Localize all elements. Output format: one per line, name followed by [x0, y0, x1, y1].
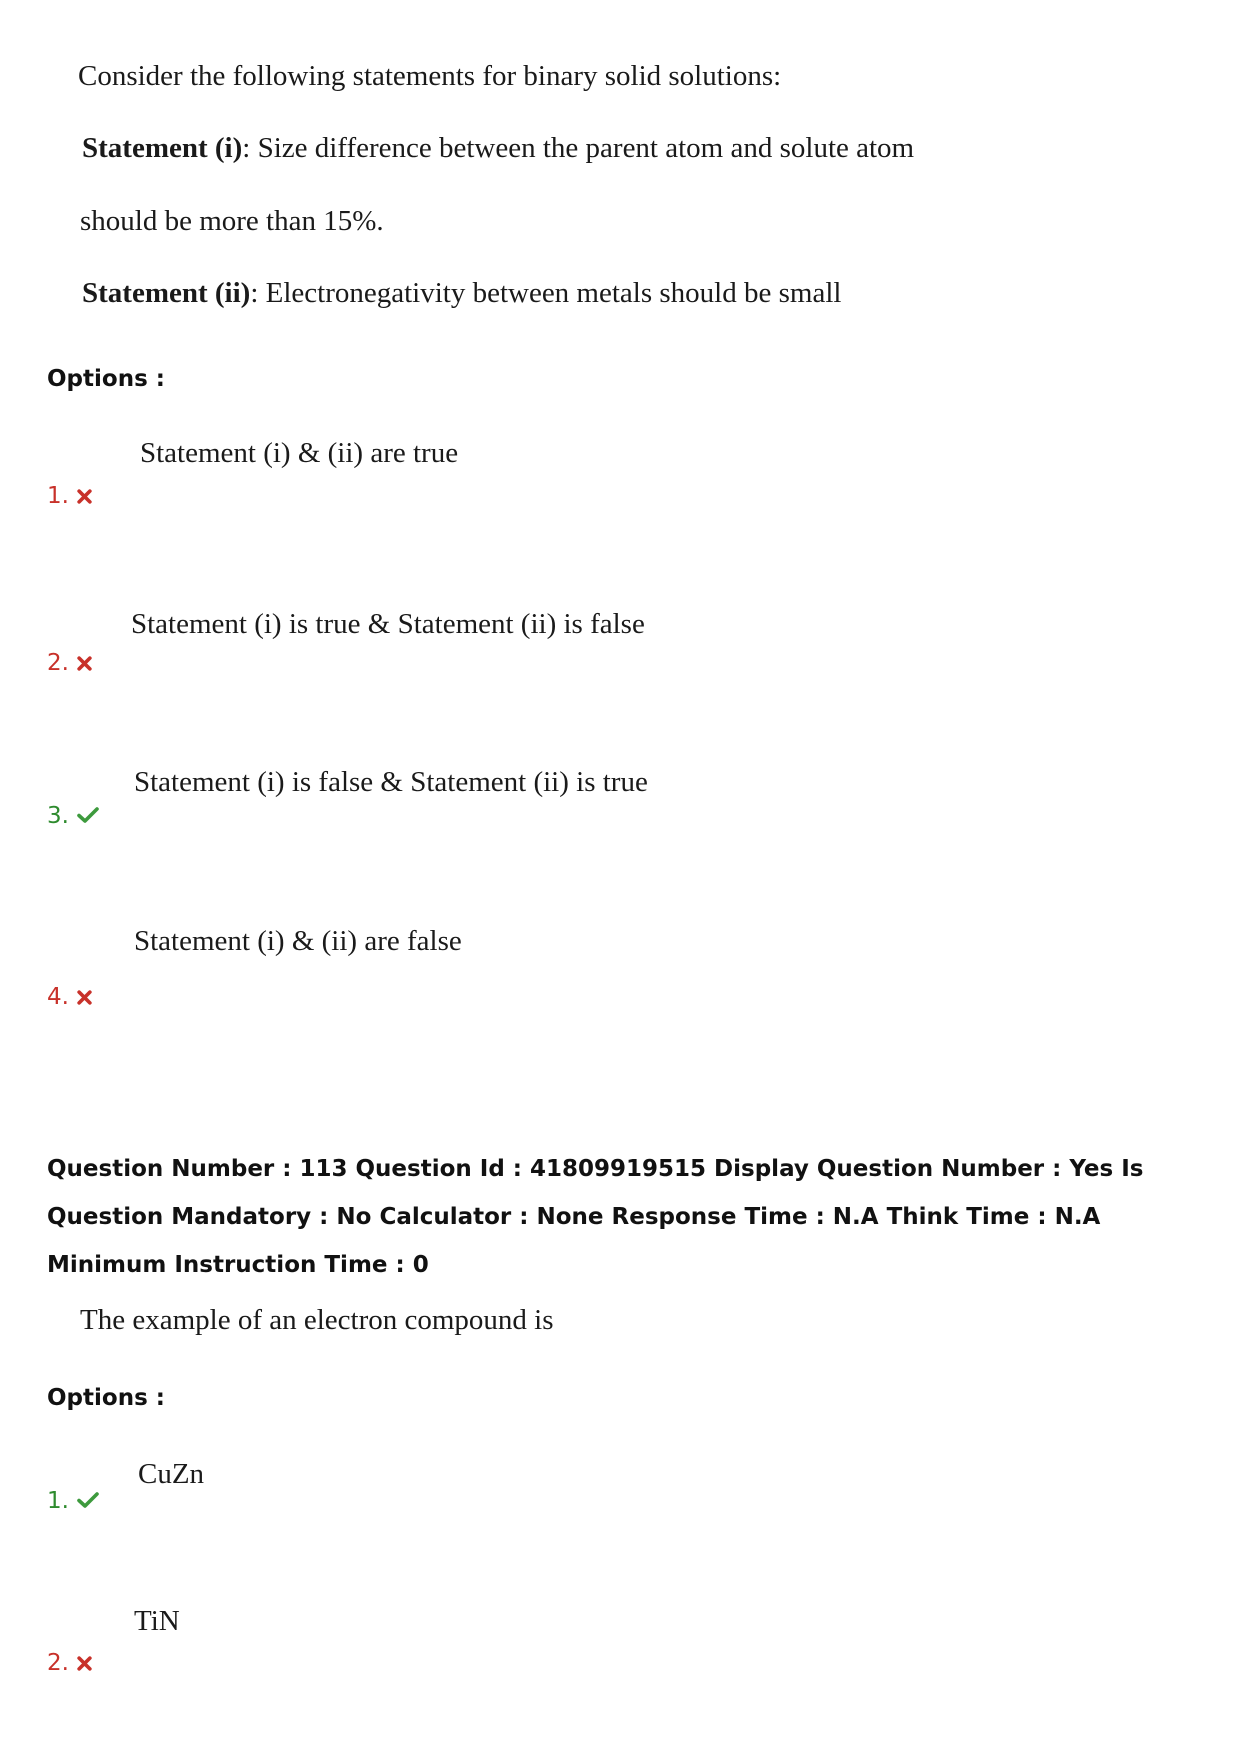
cross-icon [77, 985, 92, 1011]
q112-statement-1-continued: should be more than 15%. [80, 205, 384, 237]
q113-metadata: Question Number : 113 Question Id : 41809919515 Display Question Number : Yes Is Question Mandatory : No Calculator : None Response Time : N.A Think Time : N.A Minimum Instruction Time : 0 [47, 1156, 1144, 1278]
q113-option-2-number[interactable] [47, 1650, 92, 1677]
statement-2-label: Statement (ii) [82, 277, 251, 309]
statement-1-label: Statement (i) [82, 132, 243, 164]
q113-question: The example of an electron compound is [80, 1304, 554, 1336]
q112-option-4-text: Statement (i) & (ii) are false [134, 925, 462, 957]
option-number: 1. [47, 1488, 69, 1514]
option-number: 3. [47, 803, 69, 829]
q112-options-heading: Options : [47, 366, 165, 392]
q113-option-1-text: CuZn [138, 1458, 205, 1490]
checkmark-icon [77, 804, 99, 830]
cross-icon [77, 1651, 92, 1677]
q112-option-1-number[interactable] [47, 483, 92, 510]
q113-option-2-text: TiN [134, 1605, 180, 1637]
statement-1-text: : Size difference between the parent atom and solute atom [242, 132, 915, 164]
option-number: 2. [47, 650, 69, 676]
q112-option-4-number[interactable] [47, 984, 92, 1011]
option-number: 1. [47, 483, 69, 509]
q113-option-1-number[interactable] [47, 1488, 99, 1515]
cross-icon [77, 651, 92, 677]
cross-icon [77, 484, 92, 510]
checkmark-icon [77, 1489, 99, 1515]
q112-option-3-text: Statement (i) is false & Statement (ii) is true [134, 766, 648, 798]
q112-intro: Consider the following statements for binary solid solutions: [78, 60, 782, 92]
q113-options-heading: Options : [47, 1385, 165, 1411]
q112-statement-1 [82, 132, 914, 165]
q112-option-2-text: Statement (i) is true & Statement (ii) is false [131, 608, 645, 640]
statement-2-text: : Electronegativity between metals should be small [250, 277, 842, 309]
q112-statement-2 [82, 277, 841, 310]
option-number: 2. [47, 1650, 69, 1676]
q112-option-3-number[interactable] [47, 803, 99, 830]
option-number: 4. [47, 984, 69, 1010]
q112-option-2-number[interactable] [47, 650, 92, 677]
q112-option-1-text: Statement (i) & (ii) are true [140, 437, 459, 469]
